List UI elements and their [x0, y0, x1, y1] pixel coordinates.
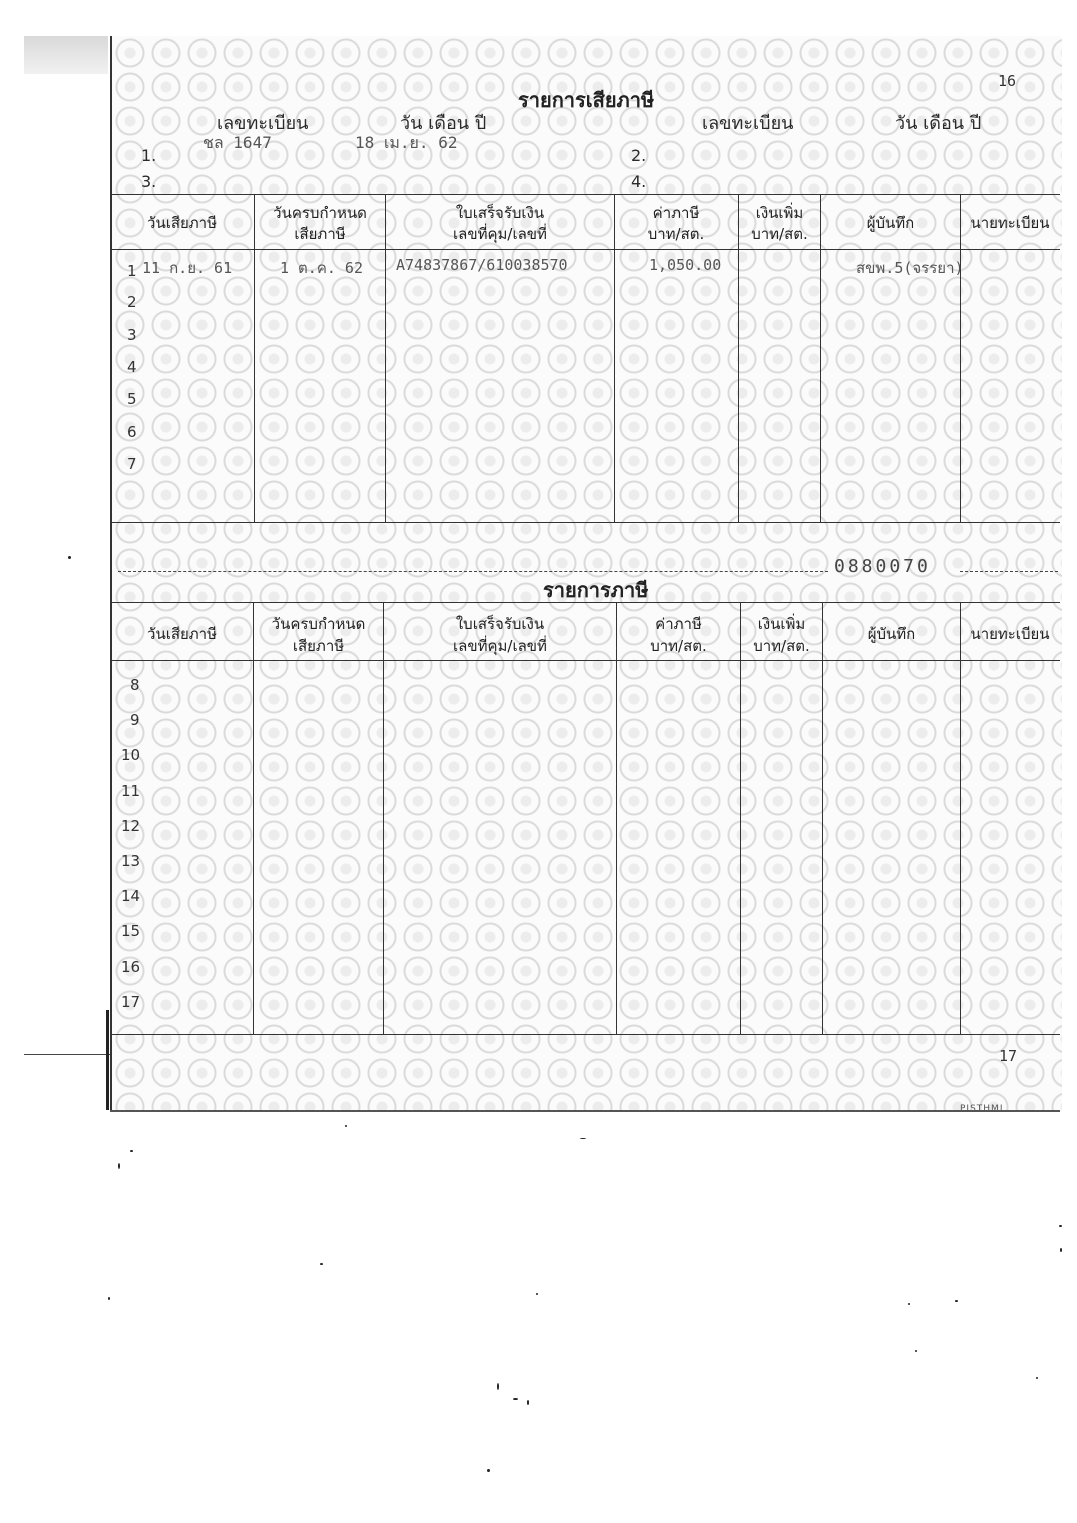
scan-speckle: [1059, 1225, 1062, 1227]
scan-speckle: [955, 1300, 958, 1302]
table1-divider: [820, 194, 821, 522]
section2-title: รายการภาษี: [543, 578, 649, 602]
scan-speckle: [513, 1398, 518, 1400]
scan-speckle: [118, 1163, 120, 1169]
row1-recorder: สขพ.5(จรรยา): [856, 259, 964, 277]
header-tax-line2: บาท/สต.: [647, 225, 705, 243]
scan-speckle: [320, 1263, 323, 1265]
header-tax-line2: บาท/สต.: [650, 637, 707, 655]
table1-bottom-border: [110, 522, 1060, 523]
table1-divider: [385, 194, 386, 522]
row1-due-date: 1 ต.ค. 62: [280, 259, 363, 277]
date-label-right: วัน เดือน ปี: [895, 113, 982, 134]
line-label-3: 3.: [141, 172, 157, 191]
header-tax-date: วันเสียภาษี: [147, 625, 217, 643]
header-due-date-line1: วันครบกำหนด: [271, 615, 366, 633]
table1-divider: [614, 194, 615, 522]
row-number: 1: [127, 262, 137, 280]
table1-top-border: [110, 194, 1060, 195]
row1-tax-date: 11 ก.ย. 61: [142, 259, 233, 277]
row-number: 13: [121, 852, 141, 870]
header-extra-line1: เงินเพิ่ม: [757, 615, 806, 633]
table1-header-border: [110, 249, 1060, 250]
header-tax-date: วันเสียภาษี: [147, 214, 217, 232]
table1-divider: [738, 194, 739, 522]
row-number: 9: [130, 711, 140, 729]
header-due-date-line2: เสียภาษี: [294, 225, 346, 243]
row-number: 6: [127, 423, 137, 441]
scan-speckle: [1036, 1377, 1038, 1379]
scan-speckle: [497, 1383, 499, 1390]
row-number: 17: [121, 993, 141, 1011]
row-number: 5: [127, 390, 137, 408]
header-receipt-line1: ใบเสร็จรับเงิน: [455, 615, 545, 633]
table2-divider: [253, 602, 254, 1034]
table2-divider: [822, 602, 823, 1034]
row-number: 3: [127, 326, 137, 344]
table2-divider: [960, 602, 961, 1034]
serial-fragment: 0880070: [834, 556, 931, 577]
perforation-line: [118, 571, 828, 572]
bottom-edge-line: [110, 1110, 1060, 1112]
row-number: 11: [121, 782, 141, 800]
stamp-fragment: PISTHMI: [960, 1104, 1004, 1114]
header-recorder: ผู้บันทึก: [867, 625, 916, 643]
line-label-1: 1.: [141, 146, 157, 165]
scan-speckle: [345, 1125, 347, 1127]
section1-title: รายการเสียภาษี: [518, 88, 655, 112]
row1-tax-amount: 1,050.00: [649, 256, 722, 274]
header-receipt-line2: เลขที่คุม/เลขที่: [453, 225, 547, 243]
page-number-bottom: 17: [999, 1047, 1018, 1065]
scan-speckle: [580, 1138, 586, 1139]
table2-divider: [616, 602, 617, 1034]
scan-speckle: [130, 1150, 133, 1152]
scan-speckle: [915, 1350, 917, 1352]
header-receipt-line2: เลขที่คุม/เลขที่: [453, 637, 547, 655]
header-extra-line2: บาท/สต.: [751, 225, 808, 243]
header-due-date-line2: เสียภาษี: [292, 637, 345, 655]
header-registrar: นายทะเบียน: [970, 214, 1050, 232]
date-label-left: วัน เดือน ปี: [400, 113, 487, 134]
row-number: 7: [127, 455, 137, 473]
scan-speckle: [108, 1297, 110, 1300]
row-number: 12: [121, 817, 141, 835]
header-recorder: ผู้บันทึก: [866, 214, 915, 232]
row-number: 15: [121, 922, 141, 940]
scan-speckle: [487, 1469, 490, 1472]
left-edge-thick: [106, 1010, 109, 1110]
scan-speckle: [536, 1293, 538, 1295]
table1-divider: [960, 194, 961, 522]
row-number: 16: [121, 958, 141, 976]
header-tax-line1: ค่าภาษี: [652, 204, 700, 222]
table1-divider: [254, 194, 255, 522]
scan-corner-smudge: [24, 36, 108, 74]
page-number-top: 16: [998, 72, 1017, 90]
left-margin-line: [24, 1054, 110, 1055]
reg-number-value: ชล 1647: [203, 133, 272, 152]
header-tax-line1: ค่าภาษี: [655, 615, 702, 633]
scan-speckle: [908, 1303, 910, 1305]
row-number: 14: [121, 887, 141, 905]
reg-number-label-left: เลขทะเบียน: [217, 113, 309, 134]
date-value: 18 เม.ย. 62: [355, 133, 458, 152]
row1-receipt-number: A74837867/610038570: [396, 256, 568, 274]
row-number: 2: [127, 293, 137, 311]
scan-speckle: [1060, 1248, 1062, 1252]
line-label-4: 4.: [631, 172, 647, 191]
table2-divider: [740, 602, 741, 1034]
row-number: 8: [130, 676, 140, 694]
scan-speckle: [527, 1400, 529, 1405]
header-extra-line1: เงินเพิ่ม: [755, 204, 804, 222]
scan-speckle: [68, 556, 71, 559]
table2-bottom-border: [110, 1034, 1060, 1035]
header-extra-line2: บาท/สต.: [753, 637, 810, 655]
line-label-2: 2.: [631, 146, 647, 165]
perforation-line-right: [960, 571, 1058, 572]
header-receipt-line1: ใบเสร็จรับเงิน: [455, 204, 545, 222]
table2-divider: [383, 602, 384, 1034]
row-number: 10: [121, 746, 141, 764]
reg-number-label-right: เลขทะเบียน: [702, 113, 794, 134]
header-registrar: นายทะเบียน: [970, 625, 1050, 643]
header-due-date-line1: วันครบกำหนด: [273, 204, 367, 222]
row-number: 4: [127, 358, 137, 376]
